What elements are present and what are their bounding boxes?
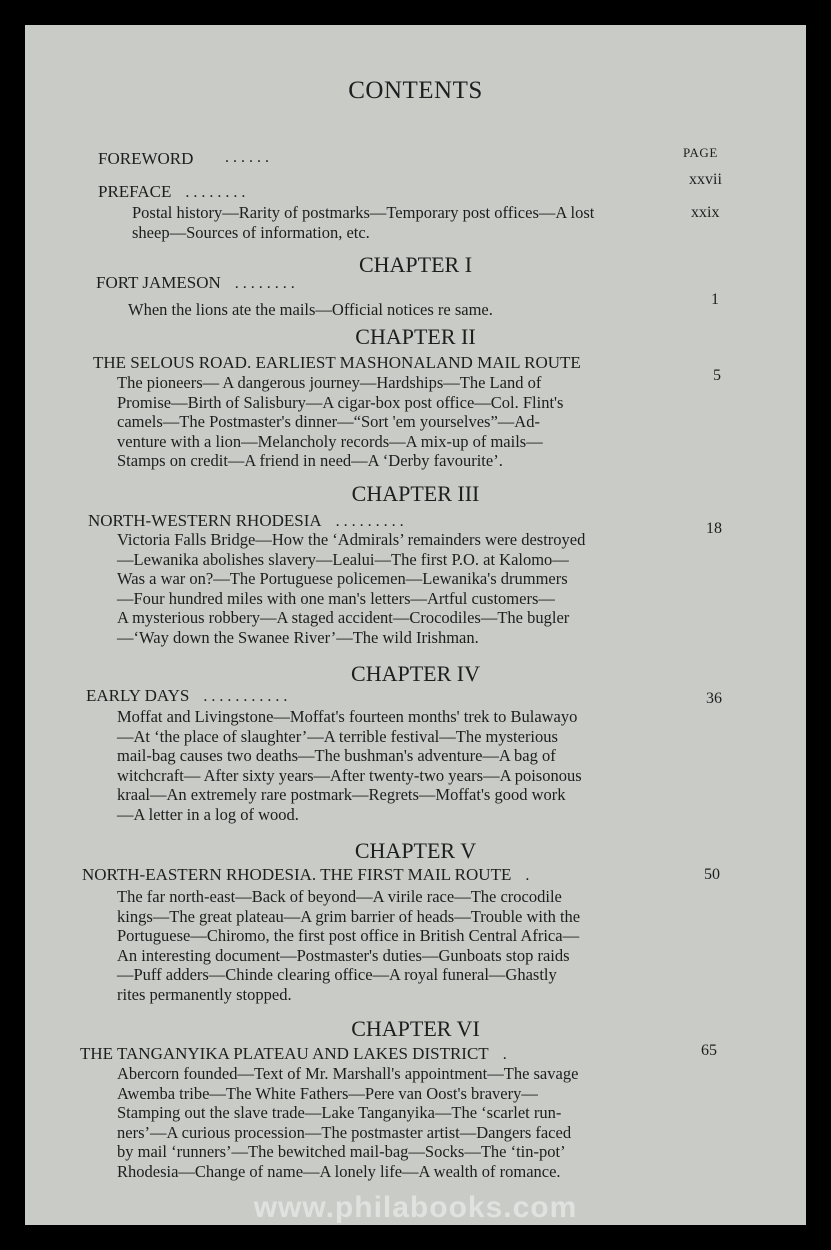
chapter-1-label: CHAPTER I [358,252,473,277]
chapter-3-description: Victoria Falls Bridge—How the ‘Admirals’ remainders were destroyed —Lewanika abolishes slavery—Lealui—The first P.O. at Kalomo— Was a war on?—The Portuguese policemen—Lewanika's drummers —Four hundred miles with one man's letters—Artful customers— A mysterious robbery—A staged accident—Crocodiles—The bugler —‘Way down the Swanee River’—The wild Irishman. [117,530,586,647]
chapter-6-label: CHAPTER VI [351,1016,480,1041]
chapter-3-page: 18 [706,520,722,537]
chapter-2-heading: THE SELOUS ROAD. EARLIEST MASHONALAND MAIL ROUTE [93,353,581,372]
chapter-6-description: Abercorn founded—Text of Mr. Marshall's appointment—The savage Awemba tribe—The White Fathers—Pere van Oost's bravery— Stamping out the slave trade—Lake Tanganyika—The ‘scarlet run- ners’—A curious procession—The postmaster artist—Dangers faced by mail ‘runners’—The bewitched mail-bag—Socks—The ‘tin-pot’ Rhodesia—Change of name—A lonely life—A wealth of romance. [117,1064,579,1181]
chapter-3-heading: NORTH-WESTERN RHODESIA . . . . . . . . . [88,511,404,530]
chapter-6-heading: THE TANGANYIKA PLATEAU AND LAKES DISTRICT . [80,1044,507,1063]
preface-description: Postal history—Rarity of postmarks—Temporary post offices—A lost sheep—Sources of information, etc. [132,203,595,242]
chapter-4-label: CHAPTER IV [351,661,480,686]
chapter-5-description: The far north-east—Back of beyond—A virile race—The crocodile kings—The great plateau—A grim barrier of heads—Trouble with the Portuguese—Chiromo, the first post office in British Central Africa— An interesting document—Postmaster's duties—Gunboats stop raids —Puff adders—Chinde clearing office—A royal funeral—Ghastly rites permanently stopped. [117,887,581,1004]
page-column-header: PAGE [683,145,718,160]
chapter-1-leader: . . . . . . . . [234,275,295,292]
chapter-4-leader: . . . . . . . . . . . [203,688,288,705]
chapter-6-page: 65 [701,1042,717,1059]
chapter-1-description: When the lions ate the mails—Official notices re same. [128,300,493,319]
page-title: CONTENTS [348,77,483,104]
chapter-3-label: CHAPTER III [351,481,480,506]
preface-page: xxix [691,204,720,221]
watermark: www.philabooks.com [253,1191,578,1224]
preface-heading: PREFACE . . . . . . . . [98,182,246,201]
chapter-1-page: 1 [711,291,719,308]
chapter-4-description: Moffat and Livingstone—Moffat's fourteen months' trek to Bulawayo —At ‘the place of slaughter’—A terrible festival—The mysterious mail-bag causes two deaths—The bushman's adventure—A bag of witchcraft— After sixty years—After twenty-two years—A poisonous kraal—An extremely rare postmark—Regrets—Moffat's good work —A letter in a log of wood. [117,707,582,824]
preface-leader: . . . . . . . . [185,184,246,201]
foreword-leader: . . . . . . [225,149,269,166]
chapter-6-leader: . [502,1046,507,1063]
chapter-2-page: 5 [713,367,721,384]
foreword-heading: FOREWORD [98,149,194,168]
chapter-4-heading: EARLY DAYS . . . . . . . . . . . [86,686,288,705]
chapter-4-page: 36 [706,690,722,707]
chapter-3-leader: . . . . . . . . . [335,513,404,530]
chapter-5-leader: . [525,867,530,884]
chapter-1-heading: FORT JAMESON . . . . . . . . [96,273,295,292]
chapter-5-page: 50 [704,866,720,883]
foreword-page: xxvii [689,171,722,188]
chapter-2-label: CHAPTER II [355,324,476,349]
book-page [25,25,806,1225]
chapter-5-label: CHAPTER V [354,838,477,863]
chapter-2-description: The pioneers— A dangerous journey—Hardships—The Land of Promise—Birth of Salisbury—A cigar-box post office—Col. Flint's camels—The Postmaster's dinner—“Sort 'em yourselves”—Ad- venture with a lion—Melancholy records—A mix-up of mails— Stamps on credit—A friend in need—A ‘Derby favourite’. [117,373,564,471]
chapter-5-heading: NORTH-EASTERN RHODESIA. THE FIRST MAIL ROUTE . [82,865,530,884]
